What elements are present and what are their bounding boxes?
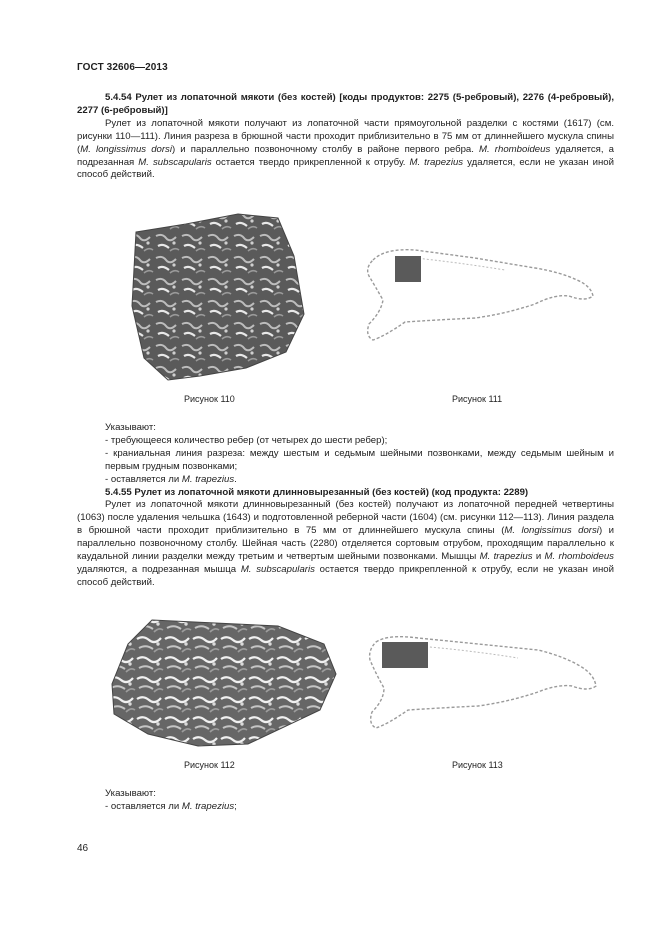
figure-112-caption: Рисунок 112: [184, 760, 235, 770]
text-run: Рулет из лопаточной мякоти получают из лопаточной части прямоугольной разделки с костями (1617) (см. рисунки 110—111). Линия разреза в брюшной части проходит приблизительно в 75 мм от длиннейшего мускула спины (: [77, 117, 614, 155]
figure-110-caption: Рисунок 110: [184, 394, 235, 404]
figure-113-carcass-diagram: [358, 630, 603, 730]
list-item: - требующееся количество ребер (от четырех до шести ребер);: [105, 434, 388, 446]
text-run: ;: [234, 800, 237, 812]
text-run: удаляется, а подрезанная: [77, 143, 614, 168]
text-run: Рулет из лопаточной мякоти длинновырезанный (без костей) получают из лопаточной передней четвертины (1063) после удаления чельшка (1643) и подготовленной реберной части (1604) (см. рисунки 112—113). Линия раздела в брюшной части проходит приблизительно в 75 мм от длиннейшего мускула спины (: [77, 499, 614, 537]
figure-110-cut-photo: [128, 210, 308, 385]
section-heading: 5.4.54 Рулет из лопаточной мякоти (без костей) [коды продуктов: 2275 (5-ребровый), 2276 (4-ребровый), 2277 (6-ребровый)]: [77, 92, 614, 116]
text-run: и: [532, 551, 545, 563]
text-run: - оставляется ли: [105, 473, 182, 485]
latin-term: M. rhomboideus: [544, 551, 614, 563]
text-run: удаляются, а подрезанная мышца: [77, 563, 241, 575]
section-paragraph: [77, 118, 614, 183]
section-5-4-55: [77, 422, 614, 590]
latin-term: M. trapezius: [409, 156, 464, 168]
section-heading: 5.4.55 Рулет из лопаточной мякоти длинновырезанный (без костей) (код продукта: 2289): [105, 486, 529, 498]
text-run: удаляется, если не указан иной способ действий.: [77, 156, 614, 181]
list-item: - краниальная линия разреза: между шестым и седьмым шейными позвонками, между седьмым шейным и первым грудным позвонками;: [105, 447, 614, 472]
text-run: остается твердо прикрепленной к отрубу.: [211, 156, 410, 168]
text-run: ) и параллельно позвоночному столбу в районе первого ребра.: [171, 143, 480, 155]
latin-term: M. rhomboideus: [479, 143, 551, 155]
list-item: [77, 474, 614, 487]
latin-term: M. trapezius: [181, 473, 235, 485]
text-run: остается твердо прикрепленной к отрубу, если не указан иной способ действий.: [77, 563, 614, 588]
latin-term: M. subscapularis: [138, 156, 212, 168]
figure-111-caption: Рисунок 111: [452, 394, 503, 404]
figure-112-cut-photo: [108, 614, 340, 749]
text-run: ) и параллельно позвоночному столбу. Шейная часть (2280) отделяется сортовым отрубом, проходящим параллельно к каудальной линии разделки между третьим и четвертым шейными позвонками. Мышцы: [77, 525, 614, 563]
latin-term: M. longissimus dorsi: [504, 525, 599, 537]
page-number: 46: [77, 843, 89, 854]
list-item: [77, 801, 614, 814]
latin-term: M. subscapularis: [240, 563, 315, 575]
figure-113-caption: Рисунок 113: [452, 760, 503, 770]
standard-header: ГОСТ 32606—2013: [77, 62, 168, 73]
latin-term: M. trapezius: [181, 800, 235, 812]
text-run: - оставляется ли: [105, 800, 182, 812]
figure-111-carcass-diagram: [355, 240, 600, 345]
list-2: [77, 788, 614, 814]
section-5-4-54: [77, 92, 614, 182]
latin-term: M. trapezius: [479, 551, 533, 563]
list-intro: Указывают:: [105, 788, 156, 799]
text-run: .: [234, 473, 237, 485]
latin-term: M. longissimus dorsi: [80, 143, 172, 155]
list-intro: Указывают:: [105, 422, 156, 433]
section-paragraph: [77, 499, 614, 589]
